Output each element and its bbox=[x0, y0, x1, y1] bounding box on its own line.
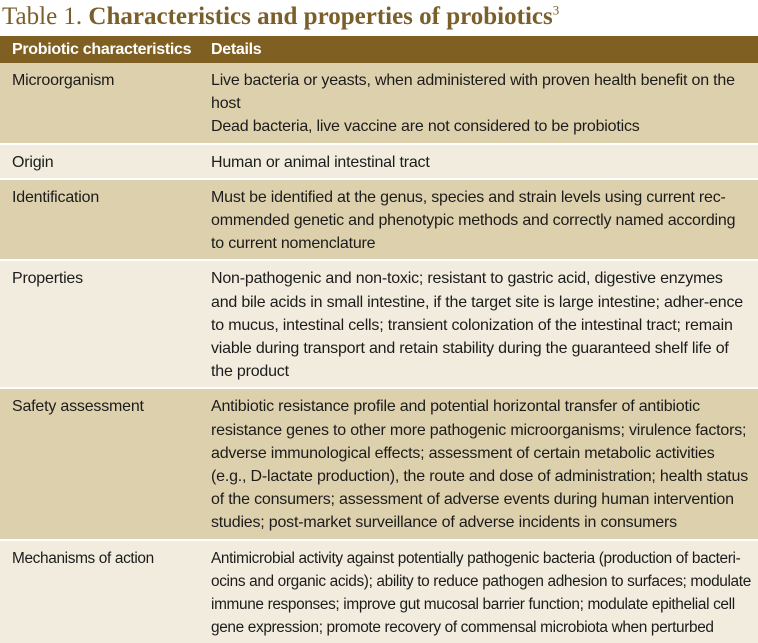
table-header-row bbox=[0, 36, 758, 63]
row-characteristic: Origin bbox=[0, 144, 200, 179]
row-characteristic: Mechanisms of action bbox=[0, 540, 200, 643]
row-characteristic: Safety assessment bbox=[0, 388, 200, 539]
table-row bbox=[0, 540, 758, 643]
table-caption: Characteristics and properties of probiotics bbox=[88, 3, 553, 30]
row-details bbox=[200, 388, 758, 539]
table-row bbox=[0, 63, 758, 144]
row-characteristic: Microorganism bbox=[0, 63, 200, 144]
header-details: Details bbox=[200, 36, 758, 63]
row-details bbox=[200, 260, 758, 388]
row-details bbox=[200, 540, 758, 643]
probiotics-table bbox=[0, 36, 758, 643]
table-number: Table 1. bbox=[2, 3, 83, 30]
detail-text: Human or animal intestinal tract bbox=[211, 153, 430, 171]
row-characteristic: Properties bbox=[0, 260, 200, 388]
table-row bbox=[0, 179, 758, 261]
detail-text: Antimicrobial activity against potentially pathogenic bacteria (production of bacteri-ocins and organic acids); ability to reduce pathogen adhesion to surfaces; modulate immune responses; improve gut mucosal barrier function; modulate epithelial cell gene expression; promote recovery of commensal microbiota when perturbed bbox=[211, 549, 751, 637]
row-details bbox=[200, 144, 758, 179]
detail-text: Non-pathogenic and non-toxic; resistant to gastric acid, digestive enzymes and bile acids in small intestine, if the target site is large intestine; adher-ence to mucus, intestinal cells; transient colonization of the intestinal tract; remain viable during transport and retain stability during the guaranteed shelf life of the product bbox=[211, 270, 743, 381]
table-title bbox=[0, 0, 758, 36]
detail-text: Live bacteria or yeasts, when administered with proven health benefit on the host bbox=[211, 72, 735, 113]
detail-text: Must be identified at the genus, species and strain levels using current rec-ommended genetic and phenotypic methods and correctly named according to current nomenclature bbox=[211, 188, 736, 253]
table-row bbox=[0, 144, 758, 179]
row-details bbox=[200, 63, 758, 144]
detail-text: Antibiotic resistance profile and potential horizontal transfer of antibiotic resistance genes to other more pathogenic microorganisms; virulence factors; adverse immunological effects; assessment of certain metabolic activities (e.g., D-lactate production), the route and dose of administration; health status of the consumers; assessment of adverse events during human intervention studies; post-market surveillance of adverse incidents in consumers bbox=[211, 398, 749, 532]
table-row bbox=[0, 388, 758, 539]
header-characteristics: Probiotic characteristics bbox=[0, 36, 200, 63]
row-characteristic: Identification bbox=[0, 179, 200, 261]
row-details bbox=[200, 179, 758, 261]
reference-superscript: 3 bbox=[552, 2, 560, 18]
detail-text: Dead bacteria, live vaccine are not considered to be probiotics bbox=[211, 118, 640, 136]
table-row bbox=[0, 260, 758, 388]
